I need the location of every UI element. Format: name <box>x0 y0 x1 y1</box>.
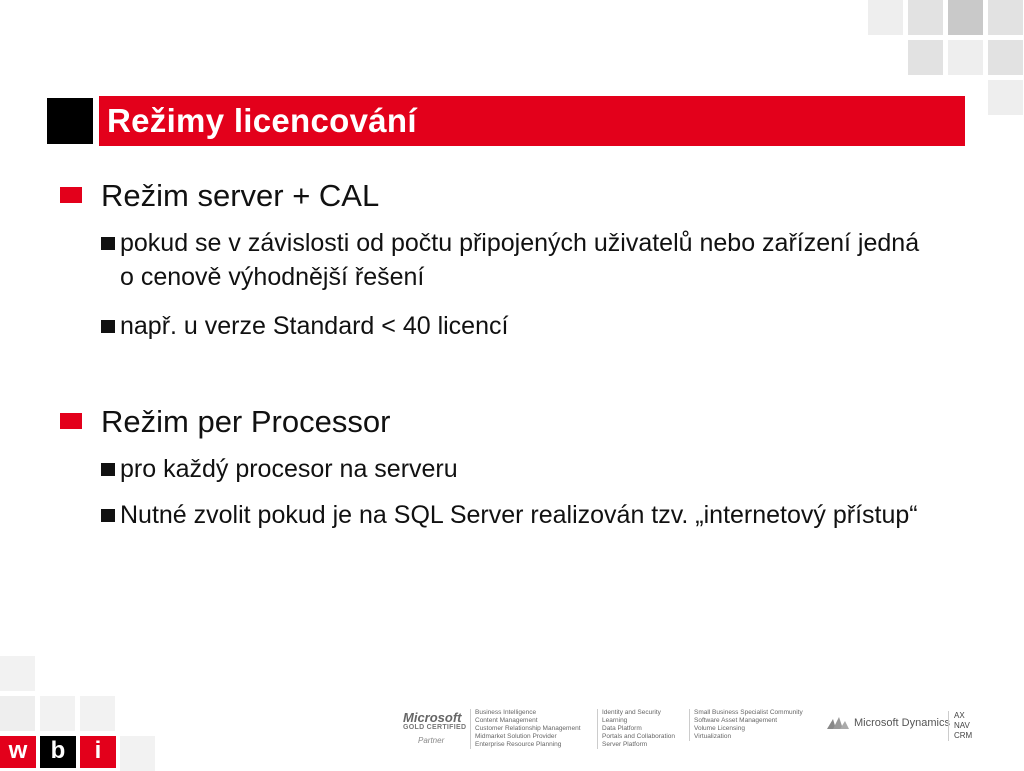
decor-square <box>0 656 35 691</box>
bullet-level2 <box>101 498 931 532</box>
competency-item: Identity and Security <box>602 709 661 716</box>
slide-title: Režimy licencování <box>107 102 417 139</box>
red-square-bullet-icon <box>60 187 82 203</box>
competency-item: Software Asset Management <box>694 717 778 724</box>
dynamics-products <box>948 711 972 741</box>
decor-square <box>80 696 115 731</box>
bullet-text: pokud se v závislosti od počtu připojených uživatelů nebo zařízení jedná o cenově výhodnější řešení <box>120 229 920 291</box>
decor-square <box>868 0 903 35</box>
logo-letter-i: i <box>80 736 116 768</box>
decor-square <box>40 696 75 731</box>
competency-item: Business Intelligence <box>475 709 537 716</box>
decor-square <box>908 40 943 75</box>
decor-square <box>0 696 35 731</box>
competency-column <box>689 709 803 741</box>
decor-square <box>908 0 943 35</box>
microsoft-dynamics-logo <box>827 717 950 729</box>
black-square-bullet-icon <box>101 237 115 250</box>
competency-column <box>597 709 675 749</box>
black-square-bullet-icon <box>101 320 115 333</box>
bullet-text: např. u verze Standard < 40 licencí <box>120 312 509 340</box>
bullet-text: Režim server + CAL <box>101 178 380 213</box>
dynamics-label: Microsoft Dynamics <box>854 717 950 729</box>
competency-item: Customer Relationship Management <box>475 725 581 732</box>
bullet-level2 <box>101 452 931 486</box>
competency-item: Data Platform <box>602 725 642 732</box>
microsoft-logo: Microsoft <box>403 710 462 725</box>
competency-item: Small Business Specialist Community <box>694 709 803 716</box>
title-black-square <box>47 98 93 144</box>
dynamics-icon <box>827 717 851 729</box>
partner-label: Partner <box>418 736 445 745</box>
bullet-level2 <box>101 309 931 343</box>
product-item: AX <box>954 711 965 720</box>
title-bar <box>99 96 965 146</box>
competency-item: Enterprise Resource Planning <box>475 741 562 748</box>
competency-item: Server Platform <box>602 741 648 748</box>
competency-item: Midmarket Solution Provider <box>475 733 557 740</box>
bullet-text: Nutné zvolit pokud je na SQL Server realizován tzv. „internetový přístup“ <box>120 501 918 529</box>
decor-square <box>948 0 983 35</box>
competency-item: Learning <box>602 717 628 724</box>
bullet-level2 <box>101 226 931 294</box>
partner-footer <box>400 707 980 753</box>
black-square-bullet-icon <box>101 463 115 476</box>
decor-square <box>988 80 1023 115</box>
competency-item: Virtualization <box>694 733 732 740</box>
logo-letter-b: b <box>40 736 76 768</box>
bullet-text: Režim per Processor <box>101 404 391 439</box>
gold-certified-label: GOLD CERTIFIED <box>403 724 467 731</box>
product-item: NAV <box>954 721 970 730</box>
product-item: CRM <box>954 731 973 740</box>
logo-letter-w: w <box>0 736 36 768</box>
black-square-bullet-icon <box>101 509 115 522</box>
competency-item: Content Management <box>475 717 538 724</box>
red-square-bullet-icon <box>60 413 82 429</box>
bullet-text: pro každý procesor na serveru <box>120 455 458 483</box>
decor-square <box>988 40 1023 75</box>
decor-square <box>948 40 983 75</box>
decor-square <box>120 736 155 771</box>
competency-column <box>470 709 581 749</box>
competency-item: Portals and Collaboration <box>602 733 675 740</box>
decor-square <box>988 0 1023 35</box>
competency-item: Volume Licensing <box>694 725 745 732</box>
